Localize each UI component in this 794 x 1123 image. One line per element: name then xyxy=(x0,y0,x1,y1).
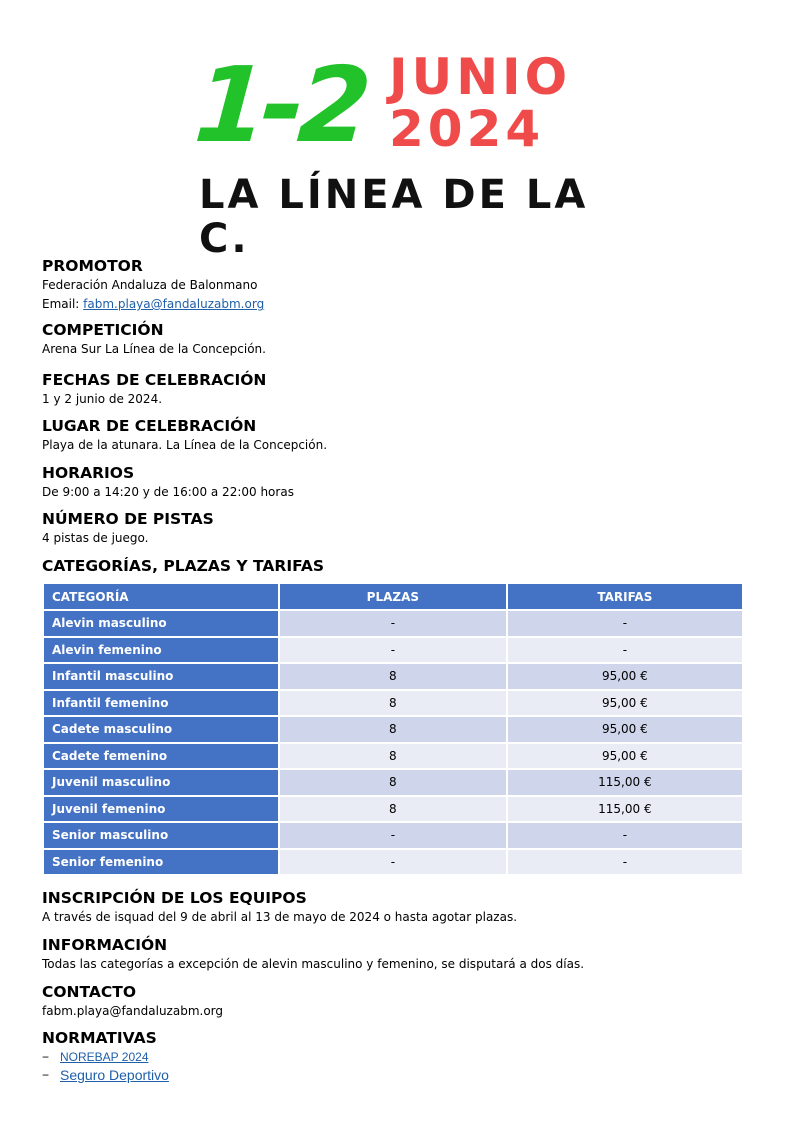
plazas-cell: 8 xyxy=(279,716,507,743)
table-row xyxy=(43,663,743,690)
category-cell: Infantil femenino xyxy=(43,690,279,717)
promotor-email-line xyxy=(42,295,264,314)
section-inscripcion xyxy=(42,888,517,927)
tarifa-cell: - xyxy=(507,822,743,849)
section-heading: CATEGORÍAS, PLAZAS Y TARIFAS xyxy=(42,557,325,575)
tarifa-cell: 95,00 € xyxy=(507,690,743,717)
banner-year: 2024 xyxy=(389,100,545,158)
section-lugar xyxy=(42,416,327,455)
section-text: fabm.playa@fandaluzabm.org xyxy=(42,1004,224,1018)
category-cell: Juvenil masculino xyxy=(43,769,279,796)
section-text: De 9:00 a 14:20 y de 16:00 a 22:00 horas xyxy=(42,485,294,499)
section-heading: PROMOTOR xyxy=(42,257,143,275)
section-heading: LUGAR DE CELEBRACIÓN xyxy=(42,417,257,435)
category-cell: Infantil masculino xyxy=(43,663,279,690)
table-row xyxy=(43,822,743,849)
seguro-deportivo-link[interactable]: Seguro Deportivo xyxy=(60,1067,169,1083)
tarifa-cell: - xyxy=(507,637,743,664)
table-row xyxy=(43,796,743,823)
plazas-cell: - xyxy=(279,822,507,849)
section-heading: INSCRIPCIÓN DE LOS EQUIPOS xyxy=(42,889,307,907)
section-heading: INFORMACIÓN xyxy=(42,936,168,954)
section-competicion xyxy=(42,320,266,359)
section-heading: NÚMERO DE PISTAS xyxy=(42,510,214,528)
table-row xyxy=(43,743,743,770)
plazas-cell: 8 xyxy=(279,663,507,690)
dash-bullet: − xyxy=(42,1068,50,1082)
list-item xyxy=(42,1066,169,1085)
plazas-cell: 8 xyxy=(279,769,507,796)
section-fechas xyxy=(42,370,266,409)
tarifas-table xyxy=(42,582,744,876)
section-promotor xyxy=(42,256,264,314)
section-text: Todas las categorías a excepción de alevin masculino y femenino, se disputará a dos días. xyxy=(42,957,585,971)
email-label: Email: xyxy=(42,297,80,311)
list-item xyxy=(42,1049,169,1066)
section-heading: HORARIOS xyxy=(42,464,135,482)
column-header: PLAZAS xyxy=(279,583,507,610)
section-text: 1 y 2 junio de 2024. xyxy=(42,392,163,406)
plazas-cell: 8 xyxy=(279,743,507,770)
category-cell: Cadete femenino xyxy=(43,743,279,770)
category-cell: Senior masculino xyxy=(43,822,279,849)
section-text: Playa de la atunara. La Línea de la Concepción. xyxy=(42,438,328,452)
section-text: Arena Sur La Línea de la Concepción. xyxy=(42,342,266,356)
section-heading: COMPETICIÓN xyxy=(42,321,164,339)
plazas-cell: - xyxy=(279,849,507,876)
email-link[interactable]: fabm.playa@fandaluzabm.org xyxy=(83,297,265,311)
tarifa-cell: - xyxy=(507,849,743,876)
category-cell: Cadete masculino xyxy=(43,716,279,743)
column-header: TARIFAS xyxy=(507,583,743,610)
category-cell: Juvenil femenino xyxy=(43,796,279,823)
section-pistas xyxy=(42,509,214,548)
dash-bullet: − xyxy=(42,1050,50,1064)
table-row xyxy=(43,769,743,796)
section-heading: NORMATIVAS xyxy=(42,1029,157,1047)
table-row xyxy=(43,849,743,876)
banner-month: JUNIO xyxy=(389,48,572,106)
section-text: A través de isquad del 9 de abril al 13 de mayo de 2024 o hasta agotar plazas. xyxy=(42,910,518,924)
section-informacion xyxy=(42,935,584,974)
norebap-link[interactable]: NOREBAP 2024 xyxy=(60,1050,149,1064)
section-heading: CONTACTO xyxy=(42,983,137,1001)
tarifa-cell: 95,00 € xyxy=(507,663,743,690)
plazas-cell: - xyxy=(279,637,507,664)
section-horarios xyxy=(42,463,294,502)
section-categorias xyxy=(42,556,324,576)
section-contacto xyxy=(42,982,223,1021)
table-header-row xyxy=(43,583,743,610)
promotor-name: Federación Andaluza de Balonmano xyxy=(42,278,258,292)
plazas-cell: 8 xyxy=(279,690,507,717)
plazas-cell: - xyxy=(279,610,507,637)
tarifa-cell: - xyxy=(507,610,743,637)
tarifa-cell: 115,00 € xyxy=(507,796,743,823)
banner-place: LA LÍNEA DE LA C. xyxy=(199,172,589,262)
table-row xyxy=(43,637,743,664)
table-row xyxy=(43,716,743,743)
category-cell: Alevin masculino xyxy=(43,610,279,637)
tarifa-cell: 115,00 € xyxy=(507,769,743,796)
column-header: CATEGORÍA xyxy=(43,583,279,610)
section-text: 4 pistas de juego. xyxy=(42,531,149,545)
section-normativas xyxy=(42,1028,169,1085)
event-banner xyxy=(190,44,625,262)
section-heading: FECHAS DE CELEBRACIÓN xyxy=(42,371,267,389)
category-cell: Alevin femenino xyxy=(43,637,279,664)
tarifa-cell: 95,00 € xyxy=(507,716,743,743)
tarifa-cell: 95,00 € xyxy=(507,743,743,770)
banner-dates: 1-2 xyxy=(190,44,370,166)
table-row xyxy=(43,610,743,637)
category-cell: Senior femenino xyxy=(43,849,279,876)
plazas-cell: 8 xyxy=(279,796,507,823)
table-row xyxy=(43,690,743,717)
